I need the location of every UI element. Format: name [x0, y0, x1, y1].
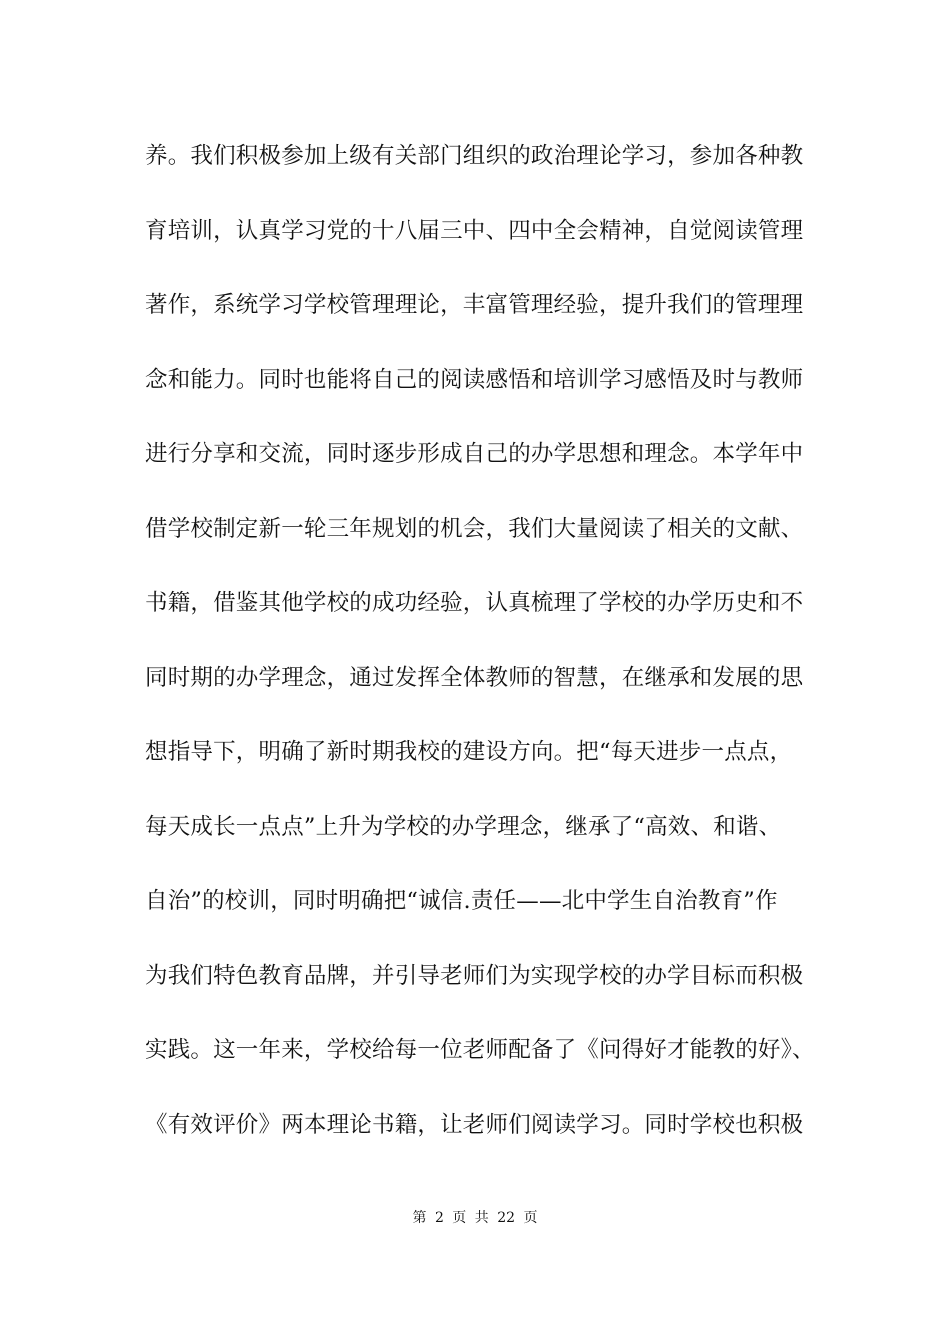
text-line: 想指导下，明确了新时期我校的建设方向。把“每天进步一点点，: [145, 739, 793, 765]
text-line: 进行分享和交流，同时逐步形成自己的办学思想和理念。本学年中: [145, 441, 804, 467]
text-line: 育培训，认真学习党的十八届三中、四中全会精神，自觉阅读管理: [145, 217, 804, 244]
page-number-footer: 第 2 页 共 22 页: [412, 1210, 538, 1226]
text-line: 念和能力。同时也能将自己的阅读感悟和培训学习感悟及时与教师: [145, 366, 804, 393]
text-line: 著作，系统学习学校管理理论，丰富管理经验，提升我们的管理理: [145, 292, 804, 318]
text-line: 《有效评价》两本理论书籍，让老师们阅读学习。同时学校也积极: [145, 1111, 804, 1138]
body-text: [145, 136, 845, 1179]
text-line: 养。我们积极参加上级有关部门组织的政治理论学习，参加各种教: [145, 143, 804, 169]
text-line: 同时期的办学理念，通过发挥全体教师的智慧，在继承和发展的思: [145, 664, 804, 691]
text-line: 借学校制定新一轮三年规划的机会，我们大量阅读了相关的文献、: [145, 515, 804, 542]
text-line: 实践。这一年来，学校给每一位老师配备了《问得好才能教的好》、: [145, 1037, 815, 1063]
text-line: 自治”的校训，同时明确把“诚信.责任——北中学生自治教育”作: [145, 888, 778, 914]
text-line: 为我们特色教育品牌，并引导老师们为实现学校的办学目标而积极: [145, 962, 804, 989]
text-line: 每天成长一点点”上升为学校的办学理念，继承了“高效、和谐、: [145, 813, 782, 840]
text-line: 书籍，借鉴其他学校的成功经验，认真梳理了学校的办学历史和不: [145, 590, 804, 616]
